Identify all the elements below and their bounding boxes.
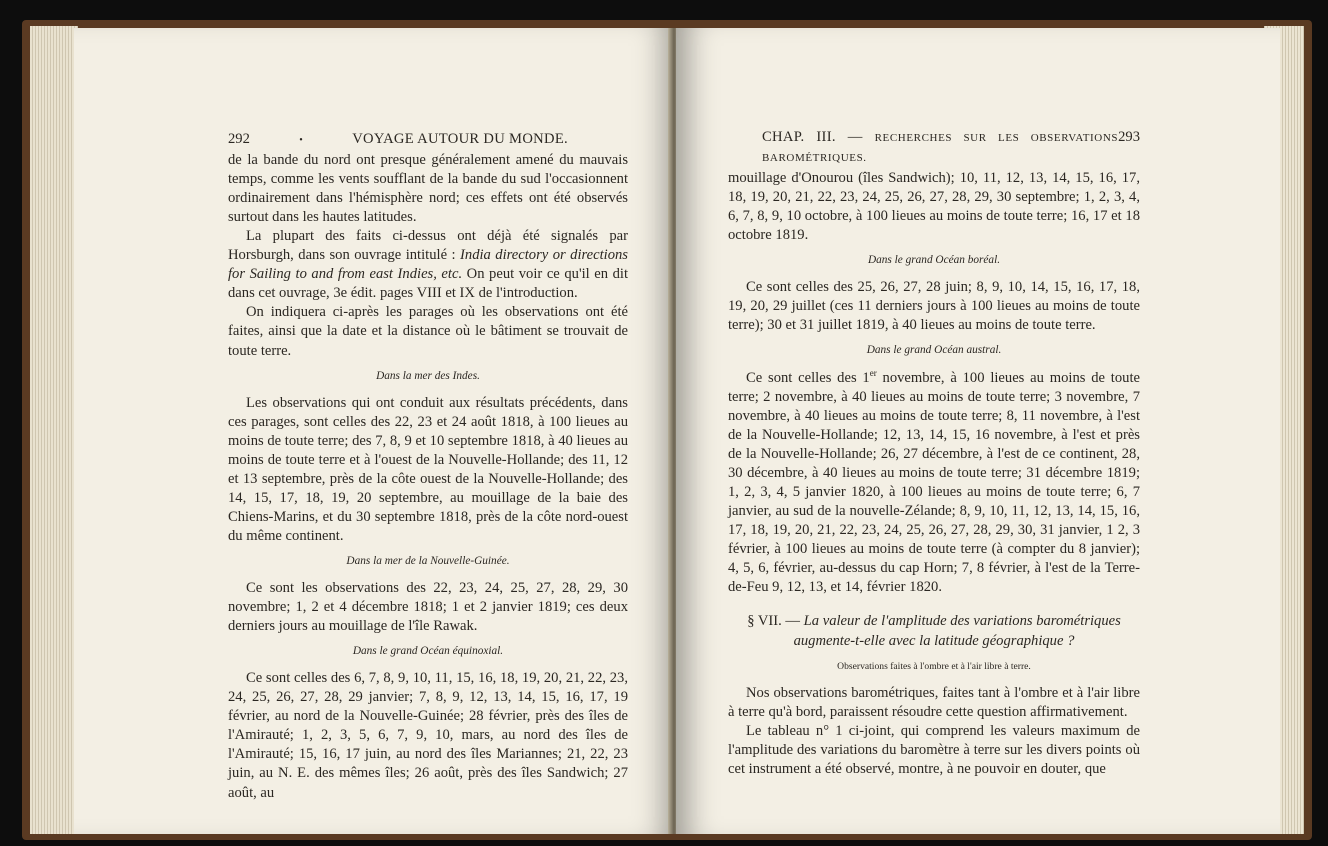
subheading: Dans le grand Océan boréal. xyxy=(867,254,1001,267)
running-title: VOYAGE AUTOUR DU MONDE. xyxy=(352,131,568,147)
left-page-text xyxy=(228,130,628,803)
right-running-header xyxy=(728,128,1140,168)
paragraph: Ce sont celles des 1er novembre, à 100 lieues au moins de toute terre; 2 novembre, à 40 lieues au moins de toute terre; 3 novembre, 7 novembre, à 40 lieues au moins de toute terre; 8, 11 novembre, à l'est de la Nouvelle-Hollande; 12, 13, 14, 15, 16 novembre, à l'est et près de la Nouvelle-Hollande; 26, 27 décembre, à l'est de ce continent, 28, 30 décembre, à 40 lieues au moins de toute terre; 31 décembre 1819; 1, 2, 3, 4, 5 janvier 1820, à 100 lieues au moins de toute terre; 6, 7 janvier, au sud de la nouvelle-Zélande; 8, 9, 10, 11, 12, 13, 14, 15, 16, 17, 18, 19, 20, 21, 22, 23, 24, 25, 26, 27, 28, 29, 30, 31 janvier, 1 2, 3 février, à 100 lieues au moins de toute terre (à compter du 8 janvier); 4, 5, 6, février, au-dessus du cap Horn; 7, 8 février, à l'est de la Terre-de-Feu 9, 12, 13, et 14, février 1820. xyxy=(728,367,1140,596)
page-edges-left xyxy=(30,26,78,834)
subheading: Dans le grand Océan équinoxial. xyxy=(352,645,504,658)
right-page xyxy=(676,28,1280,834)
subheading: Dans le grand Océan austral. xyxy=(866,344,1002,357)
section-subheading: Observations faites à l'ombre et à l'air libre à terre. xyxy=(837,661,1031,673)
paragraph: mouillage d'Onourou (îles Sandwich); 10, 11, 12, 13, 14, 15, 16, 17, 18, 19, 20, 21, 22, 23, 24, 25, 26, 27, 28, 29, 30 septembre; 1, 2, 3, 4, 6, 7, 8, 9, 10 octobre, à 100 lieues au moins de toute terre; 16, 17 et 18 octobre 1819. xyxy=(728,170,1140,244)
paragraph: Le tableau n° 1 ci-joint, qui comprend les valeurs maximum de l'amplitude des variations du baromètre à terre sur les divers points où cet instrument a été observé, montre, à ne pouvoir en douter, que xyxy=(728,723,1140,778)
paragraph: Nos observations barométriques, faites tant à l'ombre et à l'air libre à terre qu'à bord, paraissent résoudre cette question affirmativement. xyxy=(728,685,1140,721)
paragraph: de la bande du nord ont presque généralement amené du mauvais temps, comme les vents soufflant de la bande du sud l'occasionnent ordinairement dans l'hémisphère nord; ces effets ont été observés surtout dans les hautes latitudes. xyxy=(228,152,628,226)
right-page-text xyxy=(728,128,1140,779)
paragraph: Ce sont celles des 6, 7, 8, 9, 10, 11, 15, 16, 18, 19, 20, 21, 22, 23, 24, 25, 26, 27, 28, 29 janvier; 7, 8, 9, 12, 13, 14, 15, 16, 17, 19 février, au nord de la Nouvelle-Guinée; 28 février, près des îles de l'Amirauté; 1, 2, 3, 5, 6, 7, 9, 10, mars, au nord des îles de l'Amirauté; 15, 16, 17 juin, au nord des îles Mariannes; 21, 22, 23 juin, au N. E. des mêmes îles; 26 août, près des îles Sandwich; 27 août, au xyxy=(228,670,628,801)
subheading: Dans la mer de la Nouvelle-Guinée. xyxy=(346,554,510,567)
paragraph: On indiquera ci-après les parages où les observations ont été faites, ainsi que la date et la distance où le bâtiment se trouvait de toute terre. xyxy=(228,304,628,359)
section-heading: § VII. — La valeur de l'amplitude des variations barométriques augmente-t-elle avec la latitude géographique ? xyxy=(747,613,1121,650)
page-number: 292 xyxy=(228,131,250,147)
paragraph: Ce sont les observations des 22, 23, 24, 25, 27, 28, 29, 30 novembre; 1, 2 et 4 décembre 1818; 1 et 2 janvier 1819; ces deux derniers jours au mouillage de l'île Rawak. xyxy=(228,580,628,635)
header-separator: • xyxy=(299,135,303,146)
left-running-header xyxy=(228,130,628,150)
left-page xyxy=(74,28,674,834)
paragraph: La plupart des faits ci-dessus ont déjà été signalés par Horsburgh, dans son ouvrage intitulé : India directory or directions for Sailing to and from east Indies, etc. On peut voir ce qu'il en dit dans cet ouvrage, 3e édit. pages VIII et IX de l'introduction. xyxy=(228,228,628,302)
paragraph: Ce sont celles des 25, 26, 27, 28 juin; 8, 9, 10, 14, 15, 16, 17, 18, 19, 20, 29 juillet (ces 11 derniers jours à 100 lieues au moins de toute terre); 30 et 31 juillet 1819, à 40 lieues au moins de toute terre. xyxy=(728,279,1140,334)
page-number: 293 xyxy=(1118,129,1140,145)
subheading: Dans la mer des Indes. xyxy=(376,369,480,382)
paragraph: Les observations qui ont conduit aux résultats précédents, dans ces parages, sont celles des 22, 23 et 24 août 1818, à 100 lieues au moins de toute terre; des 7, 8, 9 et 10 septembre 1818, à 40 lieues au moins de toute terre et à l'ouest de la Nouvelle-Hollande; des 11, 12 et 13 septembre, près de la côte ouest de la Nouvelle-Hollande; des 14, 15, 17, 18, 19, 20 septembre, au mouillage de la baie des Chiens-Marins, et du 30 septembre 1818, près de la côte nord-ouest du même continent. xyxy=(228,394,628,544)
running-title: CHAP. III. — RECHERCHES SUR LES OBSERVATIONS BAROMÉTRIQUES. xyxy=(762,129,1119,165)
book-title: India directory or directions for Sailing to and from east Indies, etc. xyxy=(228,247,628,283)
